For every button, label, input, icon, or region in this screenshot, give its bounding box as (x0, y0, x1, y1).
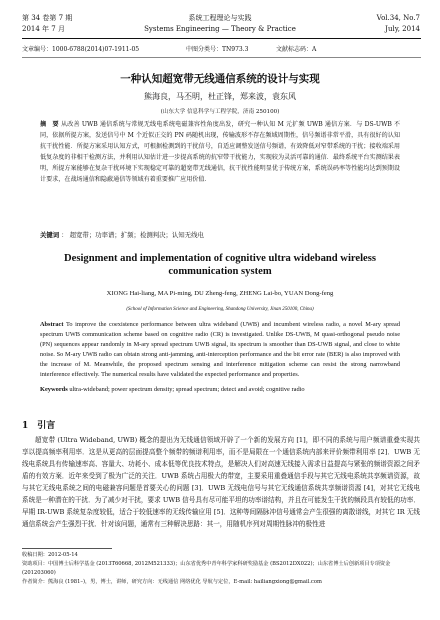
keywords-en-text: ultra-wideband; power spectrum density; spread spectrum; detect and avoid; cognitive radio (69, 386, 305, 393)
affiliation-zh: (山东大学 信息科学与工程学院，济南 250100) (160, 109, 280, 115)
header-volume-zh: 第 34 卷第 7 期 (22, 14, 73, 22)
abstract-en (40, 320, 400, 382)
document-code: 文献标志码：A (276, 46, 317, 53)
section-1-body: 超宽带 (Ultra Wideband, UWB) 概念的提出为无线通信领域开辟了一个新的发展方向 [1]，即不同的系统与用户频谱重叠实现共享以提高频率利用率．这是从更高的层面提高整个频带的频谱利用率，而不是局限在一个通信系统内部来评价频带利用率 [2]．UWB 无线电系统具有传输速率高、容量大、功耗小、成本低等优良技术特点，是解决人们对高速无线接入需求日益提高与紧张的频谱资源之间矛盾的有效方案．近年来受到了极为广泛的关注．UWB 系统占用极大的带宽，主要采用重叠通信手段与其它无线电系统共享频谱资源，故与其它无线电系统之间的电磁兼容问题是首要关心的问题 [3]．UWB 无线电信号与其它无线通信系统共享频谱资源 [4]，对其它无线电系统是一种潜在的干扰．为了减少对干扰，要求 UWB 信号具有尽可能平坦的功率谱结构，并且在可能发生干扰的频段具有较低的功率．早期 IR-UWB 系统复杂度较低，适合于较低速率的无线传输应用 [5]．这种等间隔脉冲信号通常会产生很强的离散谱线，对其它 IR 无线通信系统会产生强烈干扰．针对该问题，通常有三种解决思路：其一，用随机序列对周期性脉冲的极性进 (22, 436, 420, 528)
keywords-en (40, 386, 305, 393)
title-zh: 一种认知超宽带无线通信系统的设计与实现 (120, 73, 320, 85)
header-rule (22, 38, 421, 39)
abstract-zh-label: 摘 要 (40, 121, 59, 128)
abstract-en-label: Abstract (40, 321, 64, 328)
keywords-zh: 关键词 ： 超宽带；功率谱；扩频；检测判决；认知无线电 (40, 231, 204, 239)
affiliation-en: (School of Information Science and Engineering, Shandong University, Jinan 250100, China) (126, 307, 314, 312)
keywords-zh-label: 关键词 (40, 231, 60, 239)
header-journal-en: Systems Engineering — Theory & Practice (144, 25, 296, 33)
header-journal-zh: 系统工程理论与实践 (188, 14, 252, 22)
abstract-zh-text: 从改善 UWB 通信系统与常规无线电系统电磁兼容性角度出发，研究一种认知 M 元扩频 UWB 通信方案．与 DS-UWB 不同，依据所提方案，发送信号中 M 个近似正交的 PN 码随机出现，传输波形不存在频域周期性，信号频谱非常平滑，具有很好的认知抗干扰性能．所提方案采用认知方式，可根据检测到的干扰信号，自适应调整发送信号频谱，有效降低对窄带系统的干扰；接收端采用低复杂度的非相干检测方法，并利用认知估计进一步提高系统的抗窄带干扰能力，实现较为灵活可靠的通信．最终系统平台实测结果表明，所提方案能够在复杂干扰环境下实现稳定可靠的超宽带无线通信，抗干扰性能明显优于传统方案，系统误码率等性能均达到预期设计要求，在战场通信和隐蔽通信等领域有着重要推广应用价值． (40, 121, 400, 183)
authors-en: XIONG Hai-liang, MA Pi-ming, DU Zheng-feng, ZHENG Lai-bo, YUAN Dong-feng (106, 290, 334, 297)
title-en: Designment and implementation of cognitive ultra wideband wireless communication system (63, 253, 377, 277)
abstract-zh (40, 120, 400, 229)
header-date-zh: 2014 年 7 月 (22, 25, 65, 33)
keywords-zh-text: 超宽带；功率谱；扩频；检测判决；认知无线电 (69, 231, 204, 239)
header-date-en: July, 2014 (385, 25, 420, 33)
authors-zh: 熊海良，马丕明，杜正锋，郑来波，袁东风 (144, 92, 296, 101)
keywords-en-label: Keywords (40, 386, 68, 393)
meta-rule (22, 57, 421, 58)
article-id: 文章编号：1000-6788(2014)07-1911-05 (22, 46, 140, 53)
abstract-en-text: To improve the coexistence performance between ultra wideband (UWB) and incumbent wireless radio, a novel M-ary spread spectrum UWB communication scheme based on cognitive radio (CR) is investigated. Unlike DS-UWB, M quasi-orthogonal pseudo noise (PN) sequences appear randomly in M-ary spread spectrum UWB signal, its spectrum is smoother than DS-UWB signal, and close to white noise. So M-ary UWB radio can obtain strong anti-jamming, anti-interception performance and the bit error rate (BER) is also improved with the increase of M. Meanwhile, the proposed spectrum sensing and interference mitigation scheme can resist the strong narrowband interference effectively. The numerical results have validated the expected performance and properties. (40, 321, 400, 379)
header-volume-en: Vol.34, No.7 (376, 14, 420, 22)
footnote-received: 收稿日期：2012-05-14 (22, 552, 78, 558)
footnote-author: 作者简介：熊海良 (1981–)，男，博士，讲师，研究方向：无线通信 网络优化 导航与定位，E-mail: hailiangxiong@gmail.com (22, 579, 322, 585)
footnote-funding: 资助项目：中国博士后科学基金 (2013T60668, 2012M521333)；山东省优秀中青年科学家科研奖励基金 (BS2012DX022)；山东省博士后创新项目专项资金 (201203060) (22, 561, 391, 576)
section-1-heading: 1 引言 (22, 421, 56, 431)
clc-number: 中图分类号：TN973.3 (186, 46, 249, 53)
footnote-rule (22, 548, 112, 549)
